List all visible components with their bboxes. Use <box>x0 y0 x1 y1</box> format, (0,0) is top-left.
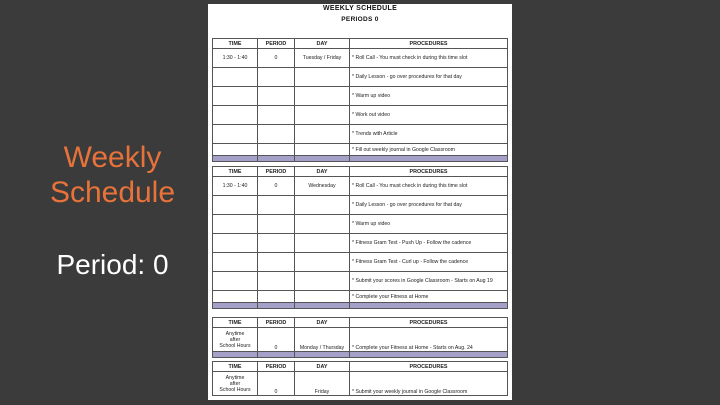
header-day: DAY <box>295 39 350 49</box>
time-cell <box>213 328 258 352</box>
period-label: Period: 0 <box>56 249 169 280</box>
time-cell: 1:30 - 1:40 <box>213 49 258 68</box>
table-row <box>213 372 508 396</box>
schedule-block-2 <box>212 166 508 309</box>
schedule-document <box>208 4 512 400</box>
time-line: School Hours <box>219 386 251 393</box>
procedure-cell: * Daily Lesson - go over procedures for that day <box>350 196 508 215</box>
procedure-cell: * Warm up video <box>350 87 508 106</box>
slide-title-line2: Schedule <box>49 176 176 209</box>
header-day: DAY <box>295 167 350 177</box>
time-cell: 1:30 - 1:40 <box>213 177 258 196</box>
procedure-cell: * Trends with Article <box>350 125 508 144</box>
period-cell: 0 <box>258 328 295 352</box>
procedure-cell: * Submit your weekly journal in Google Classroom <box>350 372 508 396</box>
table-row <box>213 177 508 196</box>
period-cell: 0 <box>258 49 295 68</box>
header-period: PERIOD <box>258 362 295 372</box>
time-line: after <box>229 380 241 387</box>
procedure-cell: * Roll Call - You must check in during this time slot <box>350 177 508 196</box>
header-procedures: PROCEDURES <box>350 318 508 328</box>
time-line: Anytime <box>225 330 245 337</box>
header-day: DAY <box>295 318 350 328</box>
procedure-cell: * Submit your scores in Google Classroom - Starts on Aug 19 <box>350 272 508 291</box>
header-row <box>213 39 508 49</box>
table-row <box>213 49 508 68</box>
header-procedures: PROCEDURES <box>350 362 508 372</box>
separator-row <box>213 156 508 162</box>
day-cell: Monday / Thursday <box>295 328 350 352</box>
procedure-cell: * Complete your Fitness at Home <box>350 291 508 303</box>
procedure-cell: * Daily Lesson - go over procedures for that day <box>350 68 508 87</box>
period-cell: 0 <box>258 177 295 196</box>
table-row <box>213 291 508 303</box>
time-cell <box>213 372 258 396</box>
schedule-block-3 <box>212 317 508 358</box>
header-period: PERIOD <box>258 167 295 177</box>
table-row <box>213 272 508 291</box>
header-period: PERIOD <box>258 39 295 49</box>
time-line: after <box>229 336 241 343</box>
procedure-cell: * Fill out weekly journal in Google Classroom <box>350 144 508 156</box>
header-day: DAY <box>295 362 350 372</box>
separator-row <box>213 303 508 309</box>
time-line: Anytime <box>225 374 245 381</box>
document-subtitle: PERIODS 0 <box>341 16 379 23</box>
slide-title <box>30 140 195 210</box>
table-row <box>213 196 508 215</box>
separator-row <box>213 352 508 358</box>
document-title: WEEKLY SCHEDULE <box>322 5 398 12</box>
header-period: PERIOD <box>258 318 295 328</box>
procedure-cell: * Fitness Gram Test - Curl up - Follow the cadence <box>350 253 508 272</box>
day-cell: Friday <box>295 372 350 396</box>
schedule-block-1 <box>212 38 508 162</box>
procedure-cell: * Complete your Fitness at Home - Starts on Aug. 24 <box>350 328 508 352</box>
header-time: TIME <box>213 167 258 177</box>
table-row <box>213 68 508 87</box>
procedure-cell: * Work out video <box>350 106 508 125</box>
table-row <box>213 328 508 352</box>
header-procedures: PROCEDURES <box>350 167 508 177</box>
header-time: TIME <box>213 39 258 49</box>
table-row <box>213 215 508 234</box>
header-procedures: PROCEDURES <box>350 39 508 49</box>
table-row <box>213 125 508 144</box>
procedure-cell: * Warm up video <box>350 215 508 234</box>
header-row <box>213 362 508 372</box>
slide-title-line1: Weekly <box>63 141 162 174</box>
table-row <box>213 144 508 156</box>
schedule-block-4 <box>212 361 508 396</box>
table-row <box>213 253 508 272</box>
header-row <box>213 318 508 328</box>
day-cell: Wednesday <box>295 177 350 196</box>
table-row <box>213 106 508 125</box>
header-row <box>213 167 508 177</box>
header-time: TIME <box>213 362 258 372</box>
table-row <box>213 87 508 106</box>
day-cell: Tuesday / Friday <box>295 49 350 68</box>
procedure-cell: * Fitness Gram Test - Push Up - Follow the cadence <box>350 234 508 253</box>
procedure-cell: * Roll Call - You must check in during this time slot <box>350 49 508 68</box>
table-row <box>213 234 508 253</box>
period-cell: 0 <box>258 372 295 396</box>
time-line: School Hours <box>219 342 251 349</box>
header-time: TIME <box>213 318 258 328</box>
